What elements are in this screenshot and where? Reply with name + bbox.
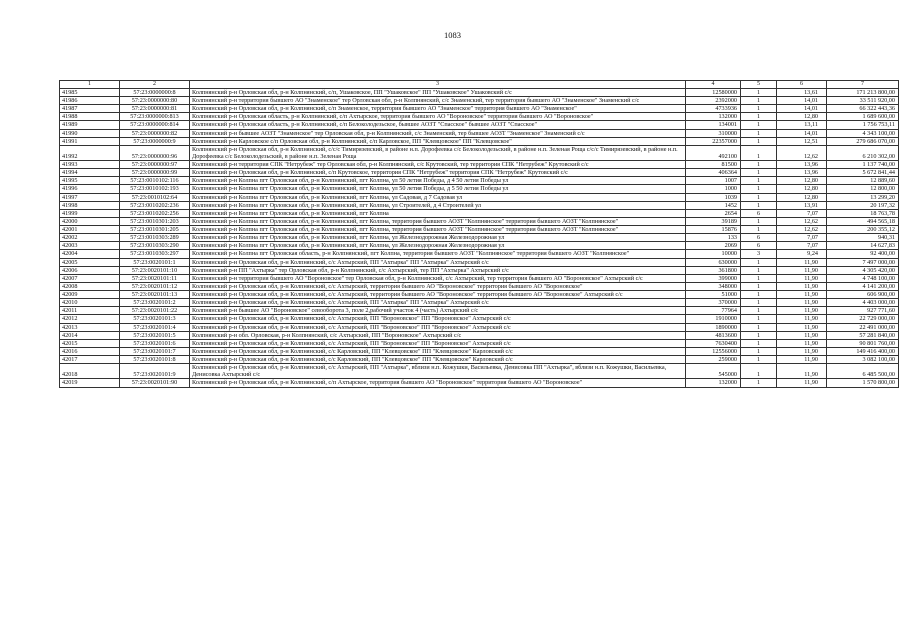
cadastral-value-cell: 20 197,32: [827, 201, 899, 209]
location-description-cell: Колпнянский р-н Орловская обл, р-н Колпнянский, с/с Ахтырский, ПП "Ахтырка" ПП "Ахтырка" Ахтырский с/с: [190, 299, 686, 307]
table-row: [60, 307, 899, 315]
location-description-cell: Колпнянский р-н Орловская обл, р-н Колпнянский, с/с Ахтырский, ПП "Вороновское" ПП "Вороновское" Ахтырский с/с: [190, 315, 686, 323]
cadastral-value-cell: 22 729 000,00: [827, 315, 899, 323]
cadastral-value-table: [59, 80, 899, 388]
cadastral-number-cell: 57:23:0020101:11: [120, 274, 190, 282]
location-description-cell: Колпнянский р-н Колпна пгт Орловская обл, р-н Колпнянский, пгт Колпна: [190, 209, 686, 217]
table-row: [60, 88, 899, 96]
cadastral-number-cell: 57:23:0010102:193: [120, 185, 190, 193]
cadastral-value-cell: 149 416 400,00: [827, 347, 899, 355]
record-number-cell: 41990: [60, 129, 120, 137]
column-header: 3: [190, 81, 686, 89]
record-number-cell: 42018: [60, 364, 120, 379]
group-code-cell: 6: [741, 209, 777, 217]
cadastral-number-cell: 57:23:0000000:80: [120, 97, 190, 105]
cadastral-number-cell: 57:23:0020101:10: [120, 266, 190, 274]
specific-value-cell: 14,01: [777, 129, 827, 137]
specific-value-cell: 12,51: [777, 137, 827, 145]
area-cell: 4813600: [686, 331, 741, 339]
record-number-cell: 42002: [60, 234, 120, 242]
group-code-cell: 1: [741, 161, 777, 169]
record-number-cell: 41987: [60, 105, 120, 113]
cadastral-number-cell: 57:23:0000000:8: [120, 88, 190, 96]
group-code-cell: 1: [741, 217, 777, 225]
location-description-cell: Колпнянский р-н обл. Орловская, р-н Колпнянский, с/с Ахтырский, ПП "Вороновское" Ахтырский с/с: [190, 331, 686, 339]
area-cell: 132000: [686, 113, 741, 121]
cadastral-number-cell: 57:23:0010303:297: [120, 250, 190, 258]
table-row: [60, 137, 899, 145]
cadastral-value-cell: 4 748 100,00: [827, 274, 899, 282]
record-number-cell: 41988: [60, 113, 120, 121]
cadastral-value-cell: 1 137 740,00: [827, 161, 899, 169]
group-code-cell: 6: [741, 242, 777, 250]
specific-value-cell: 14,01: [777, 105, 827, 113]
group-code-cell: 1: [741, 129, 777, 137]
location-description-cell: Колпнянский р-н Колпна пгт Орловская обл, р-н Колпнянский, пгт Колпна, ул 50 летия Победы, д 5 50 летия Победы ул: [190, 185, 686, 193]
record-number-cell: 42011: [60, 307, 120, 315]
location-description-cell: Колпнянский р-н Орловская обл, р-н Колпнянский, с/п Ахтырское, территория бывшего АО "Вороновское" территория бывшего АО "Вороновское": [190, 379, 686, 387]
location-description-cell: Колпнянский р-н Орловская обл, р-н Колпнянский, с/п, Ушаковское, ПП "Ушаковское" ПП "Ушаковское" Ушаковский с/с: [190, 88, 686, 96]
cadastral-value-cell: 12 800,00: [827, 185, 899, 193]
cadastral-number-cell: 57:23:0000000:99: [120, 169, 190, 177]
cadastral-value-cell: 4 403 000,00: [827, 299, 899, 307]
cadastral-value-cell: 606 900,00: [827, 291, 899, 299]
cadastral-number-cell: 57:23:0010102:64: [120, 193, 190, 201]
group-code-cell: 1: [741, 339, 777, 347]
table-row: [60, 315, 899, 323]
cadastral-value-cell: 12 889,60: [827, 177, 899, 185]
location-description-cell: Колпнянский р-н Орловская обл, р-н Колпнянский, с/с Ахтырский, ПП "Вороновское" ПП "Вороновское" Ахтырский с/с: [190, 339, 686, 347]
location-description-cell: Колпнянский р-н бывшее АО "Вороновское" севооборота 3, поле 2,рабочий участок 4 (часть) Ахтырский с/с: [190, 307, 686, 315]
cadastral-value-cell: 33 511 920,00: [827, 97, 899, 105]
record-number-cell: 41989: [60, 121, 120, 129]
cadastral-number-cell: 57:23:0020101:1: [120, 258, 190, 266]
table-row: [60, 323, 899, 331]
area-cell: 630000: [686, 258, 741, 266]
area-cell: 361800: [686, 266, 741, 274]
table-row: [60, 299, 899, 307]
table-row: [60, 258, 899, 266]
area-cell: 1452: [686, 201, 741, 209]
cadastral-number-cell: 57:23:0020101:4: [120, 323, 190, 331]
record-number-cell: 42014: [60, 331, 120, 339]
area-cell: 348000: [686, 282, 741, 290]
cadastral-number-cell: 57:23:0010102:116: [120, 177, 190, 185]
area-cell: 51000: [686, 291, 741, 299]
specific-value-cell: 13,11: [777, 121, 827, 129]
cadastral-value-cell: 6 210 302,00: [827, 145, 899, 160]
table-row: [60, 274, 899, 282]
area-cell: 81500: [686, 161, 741, 169]
group-code-cell: 1: [741, 145, 777, 160]
cadastral-number-cell: 57:23:0020101:9: [120, 364, 190, 379]
group-code-cell: 6: [741, 234, 777, 242]
record-number-cell: 41994: [60, 169, 120, 177]
cadastral-value-cell: 3 082 100,00: [827, 356, 899, 364]
specific-value-cell: 11,90: [777, 331, 827, 339]
location-description-cell: Колпнянский р-н Орловская обл, р-н Колпнянский, с/с Карловский, ПП "Клевцовское" ПП "Клевцовское" Карловский с/с: [190, 347, 686, 355]
record-number-cell: 41991: [60, 137, 120, 145]
group-code-cell: 1: [741, 201, 777, 209]
table-row: [60, 379, 899, 387]
group-code-cell: 1: [741, 177, 777, 185]
location-description-cell: Колпнянский р-н Колпна пгт Орловская обл, р-н Колпнянский, пгт Колпна, ул Строителей, д 4 Строителей ул: [190, 201, 686, 209]
table-header-row: [60, 81, 899, 89]
table-row: [60, 364, 899, 379]
group-code-cell: 1: [741, 315, 777, 323]
specific-value-cell: 7,07: [777, 209, 827, 217]
cadastral-number-cell: 57:23:0000000:97: [120, 161, 190, 169]
record-number-cell: 42003: [60, 242, 120, 250]
column-header: 5: [741, 81, 777, 89]
area-cell: 12556000: [686, 347, 741, 355]
group-code-cell: 1: [741, 169, 777, 177]
group-code-cell: 1: [741, 291, 777, 299]
group-code-cell: 1: [741, 356, 777, 364]
cadastral-value-cell: 494 565,18: [827, 217, 899, 225]
table-row: [60, 201, 899, 209]
cadastral-value-cell: 1 570 800,00: [827, 379, 899, 387]
group-code-cell: 1: [741, 105, 777, 113]
area-cell: 12580000: [686, 88, 741, 96]
table-row: [60, 145, 899, 160]
area-cell: 1039: [686, 193, 741, 201]
area-cell: 132000: [686, 379, 741, 387]
area-cell: 1890000: [686, 323, 741, 331]
location-description-cell: Колпнянский р-н Колпна пгт Орловская обл, р-н Колпнянский, пгт Колпна, ул Железнодорожная Железнодорожная ул: [190, 242, 686, 250]
specific-value-cell: 12,62: [777, 226, 827, 234]
table-row: [60, 113, 899, 121]
location-description-cell: Колпнянский р-н Колпна пгт Орловская обл, р-н Колпнянский, пгт Колпна, территория бывшего АОЗТ "Колпнянское" территория бывшего АОЗТ "Колпнянское": [190, 226, 686, 234]
specific-value-cell: 12,80: [777, 193, 827, 201]
cadastral-value-cell: 4 141 200,00: [827, 282, 899, 290]
record-number-cell: 41996: [60, 185, 120, 193]
cadastral-value-cell: 200 355,12: [827, 226, 899, 234]
group-code-cell: 1: [741, 193, 777, 201]
location-description-cell: Колпнянский р-н Орловская обл, р-н Колпнянский, с/с Ахтырский, территория бывшего АО "Вороновское" территория бывшего АО "Вороновское" Ахтырский с/с: [190, 291, 686, 299]
specific-value-cell: 11,90: [777, 315, 827, 323]
record-number-cell: 42004: [60, 250, 120, 258]
table-row: [60, 339, 899, 347]
table-row: [60, 169, 899, 177]
cadastral-number-cell: 57:23:0020101:90: [120, 379, 190, 387]
group-code-cell: 1: [741, 121, 777, 129]
cadastral-value-cell: 5 672 841,44: [827, 169, 899, 177]
location-description-cell: Колпнянский р-н территория бывшего АО "Знаменское" тер Орловская обл, р-н Колпнянский, с/с Знаменский, тер территория бывшего АО "Знаменское" Знаменский с/с: [190, 97, 686, 105]
cadastral-number-cell: 57:23:0000000:82: [120, 129, 190, 137]
table-row: [60, 209, 899, 217]
specific-value-cell: 9,24: [777, 250, 827, 258]
cadastral-number-cell: 57:23:0020101:12: [120, 282, 190, 290]
record-number-cell: 41992: [60, 145, 120, 160]
group-code-cell: 1: [741, 137, 777, 145]
specific-value-cell: 11,90: [777, 291, 827, 299]
cadastral-number-cell: 57:23:0010202:256: [120, 209, 190, 217]
specific-value-cell: 11,90: [777, 364, 827, 379]
record-number-cell: 41995: [60, 177, 120, 185]
cadastral-number-cell: 57:23:0010303:290: [120, 242, 190, 250]
cadastral-value-cell: 90 801 760,00: [827, 339, 899, 347]
cadastral-value-cell: 279 686 070,00: [827, 137, 899, 145]
area-cell: 399000: [686, 274, 741, 282]
record-number-cell: 42016: [60, 347, 120, 355]
group-code-cell: 1: [741, 299, 777, 307]
specific-value-cell: 11,90: [777, 258, 827, 266]
group-code-cell: 1: [741, 331, 777, 339]
record-number-cell: 42012: [60, 315, 120, 323]
specific-value-cell: 12,80: [777, 185, 827, 193]
location-description-cell: Колпнянский р-н территория бывшего АО "Вороновское" тер Орловская обл, р-н Колпнянский, с/с Ахтырский, тер территория бывшего АО "Вороновское" Ахтырский с/с: [190, 274, 686, 282]
record-number-cell: 41993: [60, 161, 120, 169]
column-header: 1: [60, 81, 120, 89]
location-description-cell: Колпнянский р-н Колпна пгт Орловская обл, р-н Колпнянский, пгт Колпна, ул Садовая, д 7 Садовая ул: [190, 193, 686, 201]
location-description-cell: Колпнянский р-н бывшее АОЗТ "Знаменское" тер Орловская обл, р-н Колпнянский, с/с Знаменский, тер бывшее АОЗТ "Знаменское" Знаменский с/с: [190, 129, 686, 137]
specific-value-cell: 7,07: [777, 242, 827, 250]
area-cell: 492100: [686, 145, 741, 160]
cadastral-value-cell: 1 689 600,00: [827, 113, 899, 121]
group-code-cell: 1: [741, 97, 777, 105]
record-number-cell: 42017: [60, 356, 120, 364]
table-row: [60, 250, 899, 258]
specific-value-cell: 7,07: [777, 234, 827, 242]
table-row: [60, 193, 899, 201]
record-number-cell: 42006: [60, 266, 120, 274]
location-description-cell: Колпнянский р-н Карловское с/п Орловская обл, р-н Колпнянский, с/п Карловское, ПП "Клевцовское" ПП "Клевцовское": [190, 137, 686, 145]
group-code-cell: 1: [741, 113, 777, 121]
group-code-cell: 1: [741, 258, 777, 266]
cadastral-number-cell: 57:23:0000000:813: [120, 113, 190, 121]
location-description-cell: Колпнянский р-н Колпна пгт Орловская обл, р-н Колпнянский, пгт Колпна, ул Железнодорожная Железнодорожная ул: [190, 234, 686, 242]
cadastral-value-cell: 4 343 100,00: [827, 129, 899, 137]
area-cell: 22357000: [686, 137, 741, 145]
table-row: [60, 356, 899, 364]
location-description-cell: Колпнянский р-н ПП "Ахтырка" тер Орловская обл, р-н Колпнянский, с/с Ахтырский, тер ПП "Ахтырка" Ахтырский с/с: [190, 266, 686, 274]
record-number-cell: 41985: [60, 88, 120, 96]
specific-value-cell: 12,62: [777, 145, 827, 160]
table-row: [60, 129, 899, 137]
location-description-cell: Колпнянский р-н Орловская обл, р-н Колпнянский, с/п Знаменское, территория бывшего АО "Знаменское" территория бывшего АО "Знаменское": [190, 105, 686, 113]
cadastral-number-cell: 57:23:0010301:205: [120, 226, 190, 234]
cadastral-value-cell: 940,31: [827, 234, 899, 242]
column-header: 6: [777, 81, 827, 89]
record-number-cell: 41986: [60, 97, 120, 105]
cadastral-number-cell: 57:23:0000000:9: [120, 137, 190, 145]
area-cell: 7630400: [686, 339, 741, 347]
area-cell: 370000: [686, 299, 741, 307]
location-description-cell: Колпнянский р-н Колпна пгт Орловская обл, р-н Колпнянский, пгт Колпна, территория бывшего АОЗТ "Колпнянское" территория бывшего АОЗТ "Колпнянское": [190, 217, 686, 225]
specific-value-cell: 13,96: [777, 169, 827, 177]
cadastral-number-cell: 57:23:0020101:3: [120, 315, 190, 323]
record-number-cell: 42005: [60, 258, 120, 266]
location-description-cell: Колпнянский р-н территория СПК "Нетрубеж" тер Орловская обл, р-н Колпнянский, с/с Крутовский, тер территория СПК "Нетрубеж" Крутовский с/с: [190, 161, 686, 169]
area-cell: 1000: [686, 185, 741, 193]
specific-value-cell: 11,90: [777, 299, 827, 307]
specific-value-cell: 13,61: [777, 88, 827, 96]
record-number-cell: 42008: [60, 282, 120, 290]
cadastral-value-cell: 22 491 000,00: [827, 323, 899, 331]
specific-value-cell: 11,90: [777, 282, 827, 290]
record-number-cell: 42009: [60, 291, 120, 299]
cadastral-value-cell: 18 763,78: [827, 209, 899, 217]
table-body: [60, 88, 899, 387]
specific-value-cell: 14,01: [777, 97, 827, 105]
group-code-cell: 1: [741, 226, 777, 234]
area-cell: 134001: [686, 121, 741, 129]
area-cell: 15876: [686, 226, 741, 234]
area-cell: 10000: [686, 250, 741, 258]
location-description-cell: Колпнянский р-н Колпна пгт Орловская область, р-н Колпнянский, пгт Колпна, территория бывшего АОЗТ "Колпнянское" территория бывшего АОЗТ "Колпнянское": [190, 250, 686, 258]
cadastral-number-cell: 57:23:0020101:7: [120, 347, 190, 355]
group-code-cell: 1: [741, 379, 777, 387]
group-code-cell: 1: [741, 88, 777, 96]
location-description-cell: Колпнянский р-н Орловская обл, р-н Колпнянский, с/с Ахтырский, ПП "Ахтырка" ПП "Ахтырка" Ахтырский с/с: [190, 258, 686, 266]
area-cell: 545000: [686, 364, 741, 379]
group-code-cell: 1: [741, 185, 777, 193]
location-description-cell: Колпнянский р-н Орловская обл, р-н Колпнянский, с/с Ахтырский, ПП "Вороновское" ПП "Вороновское" Ахтырский с/с: [190, 323, 686, 331]
cadastral-value-cell: 57 281 840,00: [827, 331, 899, 339]
area-cell: 4733936: [686, 105, 741, 113]
table-row: [60, 234, 899, 242]
area-cell: 2069: [686, 242, 741, 250]
specific-value-cell: 12,62: [777, 217, 827, 225]
group-code-cell: 1: [741, 364, 777, 379]
specific-value-cell: 12,80: [777, 113, 827, 121]
record-number-cell: 42019: [60, 379, 120, 387]
cadastral-number-cell: 57:23:0000000:814: [120, 121, 190, 129]
table-row: [60, 121, 899, 129]
location-description-cell: Колпнянский р-н Орловская обл, р-н Колпнянский, с/п Крутовское, территория СПК "Нетрубеж" территория СПК "Нетрубеж" Крутовский с/с: [190, 169, 686, 177]
area-cell: 39189: [686, 217, 741, 225]
location-description-cell: Колпнянский р-н Орловская обл, р-н Колпнянский, с/с/с Тимирязевский, в районе н.п. Дорофеевка с/с Белоколодезьский, в районе н.п. Зеленая Роща с/с/с Тимирязевский, в районе н.п. Дорофеевка с/с Белоколодезьский, в районе н.п. Зеленая Роща: [190, 145, 686, 160]
column-header: 7: [827, 81, 899, 89]
table-row: [60, 347, 899, 355]
area-cell: 1007: [686, 177, 741, 185]
cadastral-value-cell: 6 485 500,00: [827, 364, 899, 379]
location-description-cell: Колпнянский р-н Орловская обл, р-н Колпнянский, с/с Ахтырский, территория бывшего АО "Вороновское" территория бывшего АО "Вороновское": [190, 282, 686, 290]
table-row: [60, 105, 899, 113]
specific-value-cell: 13,96: [777, 161, 827, 169]
page-number: 1083: [444, 30, 461, 40]
table-row: [60, 291, 899, 299]
location-description-cell: Колпнянский р-н Орловская обл, р-н Колпнянский, с/с Карловский, ПП "Клевцовское" ПП "Клевцовское" Карловский с/с: [190, 356, 686, 364]
group-code-cell: 1: [741, 274, 777, 282]
record-number-cell: 41999: [60, 209, 120, 217]
specific-value-cell: 12,80: [777, 177, 827, 185]
table-row: [60, 282, 899, 290]
table-row: [60, 266, 899, 274]
location-description-cell: Колпнянский р-н Орловская область, р-н Колпнянский, с/п Ахтырское, территория бывшего АО "Вороновское" территория бывшего АО "Вороновское": [190, 113, 686, 121]
group-code-cell: 1: [741, 307, 777, 315]
specific-value-cell: 11,90: [777, 307, 827, 315]
cadastral-value-cell: 92 400,00: [827, 250, 899, 258]
table-row: [60, 185, 899, 193]
cadastral-number-cell: 57:23:0010202:236: [120, 201, 190, 209]
cadastral-number-cell: 57:23:0020101:22: [120, 307, 190, 315]
record-number-cell: 42000: [60, 217, 120, 225]
area-cell: 77964: [686, 307, 741, 315]
specific-value-cell: 13,91: [777, 201, 827, 209]
cadastral-number-cell: 57:23:0000000:96: [120, 145, 190, 160]
column-header: 4: [686, 81, 741, 89]
cadastral-number-cell: 57:23:0020101:5: [120, 331, 190, 339]
cadastral-number-cell: 57:23:0010301:203: [120, 217, 190, 225]
cadastral-number-cell: 57:23:0020101:8: [120, 356, 190, 364]
group-code-cell: 3: [741, 250, 777, 258]
record-number-cell: 42015: [60, 339, 120, 347]
area-cell: 310000: [686, 129, 741, 137]
cadastral-number-cell: 57:23:0000000:81: [120, 105, 190, 113]
record-number-cell: 41998: [60, 201, 120, 209]
area-cell: 1910000: [686, 315, 741, 323]
area-cell: 2654: [686, 209, 741, 217]
location-description-cell: Колпнянский р-н Орловская область, р-н Колпнянский, с/п Белоколодезьское, бывшее АОЗТ "Спасское" бывшее АОЗТ "Спасское": [190, 121, 686, 129]
column-header: 2: [120, 81, 190, 89]
location-description-cell: Колпнянский р-н Колпна пгт Орловская обл, р-н Колпнянский, пгт Колпна, ул 50 летия Победы, д 4 50 летия Победы ул: [190, 177, 686, 185]
location-description-cell: Колпнянский р-н Орловская обл, р-н Колпнянский, с/с Ахтырский, ПП "Ахтырка", вблизи н.п. Кожушки, Васильевка, Денисовка ПП "Ахтырка", вблизи н.п. Кожушки, Васильевка, Денисовка Ахтырский с/с: [190, 364, 686, 379]
record-number-cell: 42010: [60, 299, 120, 307]
specific-value-cell: 11,90: [777, 323, 827, 331]
table-row: [60, 226, 899, 234]
area-cell: 259000: [686, 356, 741, 364]
area-cell: 406364: [686, 169, 741, 177]
area-cell: 133: [686, 234, 741, 242]
group-code-cell: 1: [741, 266, 777, 274]
table-row: [60, 331, 899, 339]
cadastral-number-cell: 57:23:0020101:13: [120, 291, 190, 299]
cadastral-number-cell: 57:23:0020101:2: [120, 299, 190, 307]
table-row: [60, 97, 899, 105]
cadastral-value-cell: 927 771,60: [827, 307, 899, 315]
cadastral-value-cell: 7 497 000,00: [827, 258, 899, 266]
table-row: [60, 177, 899, 185]
cadastral-number-cell: 57:23:0020101:6: [120, 339, 190, 347]
record-number-cell: 42013: [60, 323, 120, 331]
cadastral-number-cell: 57:23:0010303:289: [120, 234, 190, 242]
table-row: [60, 161, 899, 169]
cadastral-value-cell: 171 213 800,00: [827, 88, 899, 96]
record-number-cell: 42001: [60, 226, 120, 234]
cadastral-value-cell: 66 322 443,36: [827, 105, 899, 113]
record-number-cell: 41997: [60, 193, 120, 201]
group-code-cell: 1: [741, 323, 777, 331]
cadastral-value-cell: 13 299,20: [827, 193, 899, 201]
cadastral-value-cell: 1 756 753,11: [827, 121, 899, 129]
specific-value-cell: 11,90: [777, 347, 827, 355]
specific-value-cell: 11,90: [777, 266, 827, 274]
table-row: [60, 217, 899, 225]
specific-value-cell: 11,90: [777, 274, 827, 282]
specific-value-cell: 11,90: [777, 339, 827, 347]
cadastral-value-cell: 4 305 420,00: [827, 266, 899, 274]
group-code-cell: 1: [741, 282, 777, 290]
record-number-cell: 42007: [60, 274, 120, 282]
specific-value-cell: 11,90: [777, 356, 827, 364]
specific-value-cell: 11,90: [777, 379, 827, 387]
cadastral-value-cell: 14 627,83: [827, 242, 899, 250]
table-row: [60, 242, 899, 250]
group-code-cell: 1: [741, 347, 777, 355]
area-cell: 2392000: [686, 97, 741, 105]
